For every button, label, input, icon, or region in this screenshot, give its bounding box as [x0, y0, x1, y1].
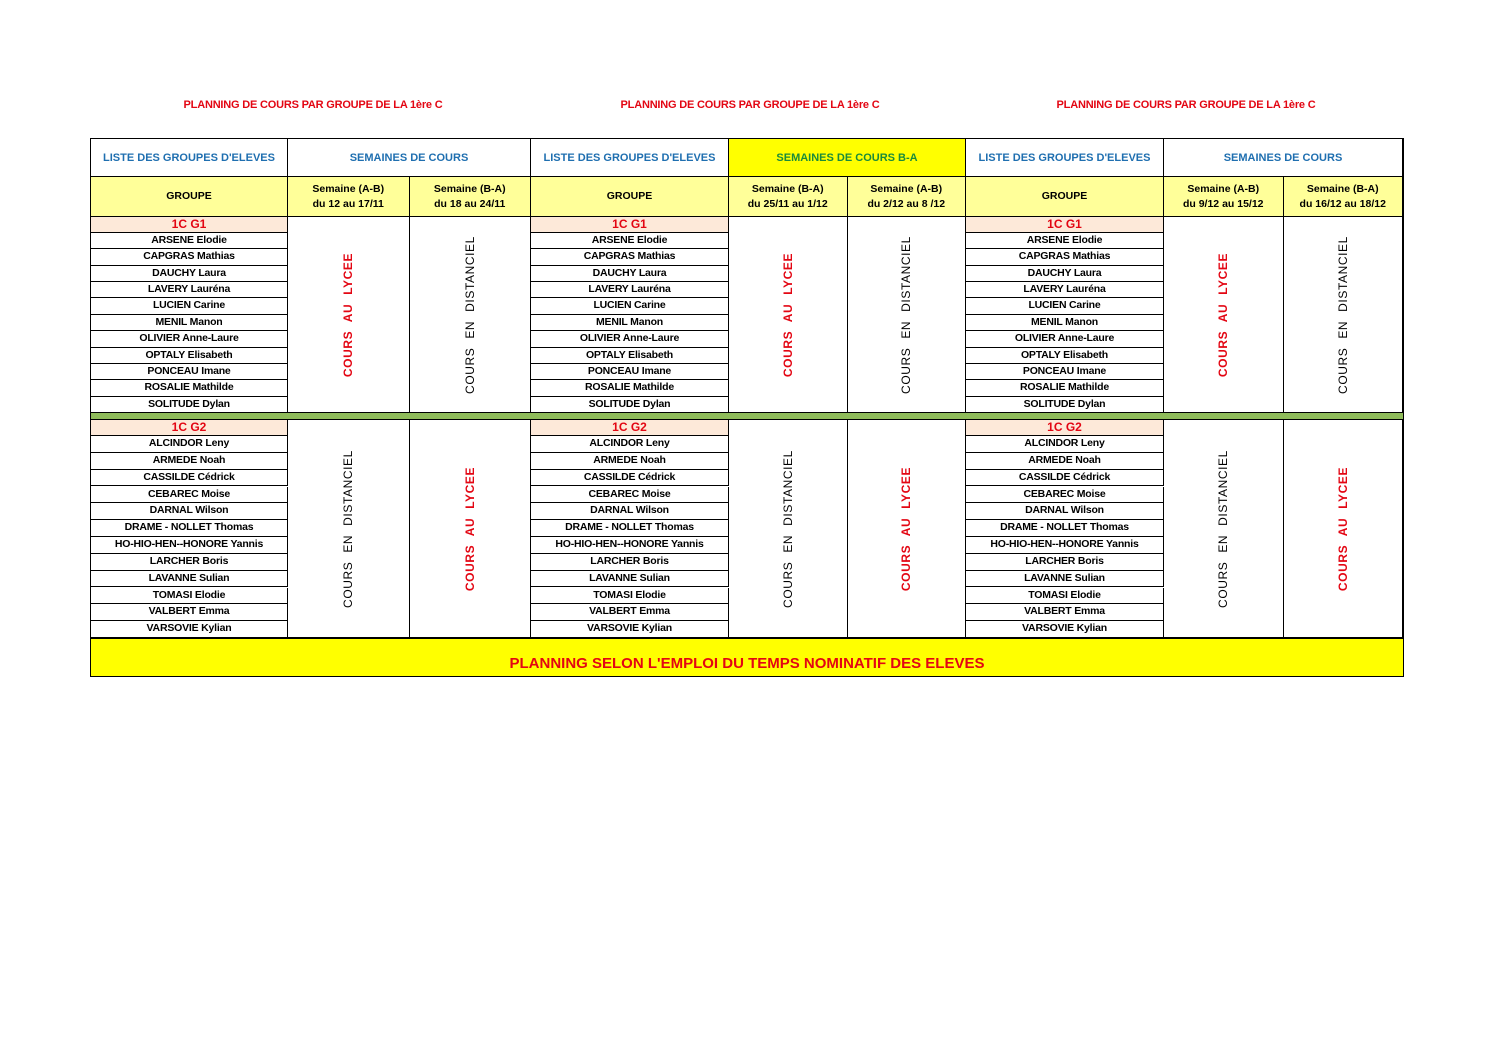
student-row: LAVERY Lauréna	[531, 282, 729, 298]
mode-cell-dist	[410, 217, 532, 413]
student-row: OPTALY Elisabeth	[531, 348, 729, 364]
mode-label: COURS EN DISTANCIEL	[462, 235, 477, 394]
mode-cell-dist	[848, 217, 967, 413]
group-name: 1C G1	[531, 217, 729, 233]
planning-block-2	[531, 139, 966, 638]
footer-banner: PLANNING SELON L'EMPLOI DU TEMPS NOMINATIF DES ELEVES	[91, 638, 1403, 676]
group-name: 1C G1	[91, 217, 288, 233]
week-label: Semaine (B-A)	[433, 182, 506, 195]
student-row: VALBERT Emma	[531, 604, 729, 621]
student-row: LUCIEN Carine	[531, 298, 729, 314]
group-separator	[91, 413, 1403, 420]
student-row: VALBERT Emma	[966, 604, 1164, 621]
student-row: ARSENE Elodie	[531, 233, 729, 249]
student-row: ROSALIE Mathilde	[966, 380, 1164, 396]
student-row: LAVERY Lauréna	[91, 282, 288, 298]
group-name: 1C G1	[966, 217, 1164, 233]
planning-table	[90, 138, 1404, 677]
week-header-2	[848, 177, 967, 217]
student-row: DARNAL Wilson	[966, 503, 1164, 520]
student-row: OLIVIER Anne-Laure	[531, 331, 729, 347]
student-row: HO-HIO-HEN--HONORE Yannis	[531, 537, 729, 554]
mode-cell-dist	[288, 420, 410, 638]
student-row: DAUCHY Laura	[531, 266, 729, 282]
student-row: PONCEAU Imane	[91, 364, 288, 380]
mode-label: COURS EN DISTANCIEL	[780, 449, 795, 608]
mode-cell-lycee	[729, 217, 848, 413]
mode-label: COURS EN DISTANCIEL	[899, 235, 914, 394]
student-row: CASSILDE Cédrick	[966, 470, 1164, 487]
student-row: HO-HIO-HEN--HONORE Yannis	[91, 537, 288, 554]
group-name: 1C G2	[91, 420, 288, 436]
mode-cell-lycee	[288, 217, 410, 413]
list-header: LISTE DES GROUPES D'ELEVES	[91, 139, 288, 177]
student-row: CASSILDE Cédrick	[91, 470, 288, 487]
student-row: PONCEAU Imane	[966, 364, 1164, 380]
student-row: LAVANNE Sulian	[91, 571, 288, 588]
student-row: ALCINDOR Leny	[966, 436, 1164, 453]
student-row: ARMEDE Noah	[531, 453, 729, 470]
student-row: ROSALIE Mathilde	[531, 380, 729, 396]
week-header-1	[729, 177, 848, 217]
student-row: DRAME - NOLLET Thomas	[966, 520, 1164, 537]
student-row: VARSOVIE Kylian	[91, 621, 288, 638]
student-row: LAVERY Lauréna	[966, 282, 1164, 298]
student-row: CAPGRAS Mathias	[531, 249, 729, 265]
student-row: SOLITUDE Dylan	[966, 397, 1164, 413]
week-header-1	[1164, 177, 1284, 217]
student-row: DARNAL Wilson	[531, 503, 729, 520]
student-row: SOLITUDE Dylan	[91, 397, 288, 413]
mode-cell-lycee	[1164, 217, 1284, 413]
mode-cell-lycee	[1284, 420, 1404, 638]
student-row: ARSENE Elodie	[91, 233, 288, 249]
mode-cell-dist	[1284, 217, 1404, 413]
student-row: DRAME - NOLLET Thomas	[91, 520, 288, 537]
mode-label: COURS EN DISTANCIEL	[1335, 235, 1350, 394]
student-row: LARCHER Boris	[966, 554, 1164, 571]
student-row: VARSOVIE Kylian	[966, 621, 1164, 638]
week-dates: du 2/12 au 8 /12	[867, 197, 946, 210]
student-row: OPTALY Elisabeth	[966, 348, 1164, 364]
week-dates: du 25/11 au 1/12	[747, 197, 828, 210]
student-row: LAVANNE Sulian	[531, 571, 729, 588]
group-column-header: GROUPE	[91, 177, 288, 217]
student-row: CAPGRAS Mathias	[91, 249, 288, 265]
student-row: DARNAL Wilson	[91, 503, 288, 520]
student-row: ARMEDE Noah	[91, 453, 288, 470]
week-header-2	[410, 177, 532, 217]
student-row: VARSOVIE Kylian	[531, 621, 729, 638]
student-row: LARCHER Boris	[91, 554, 288, 571]
weeks-header: SEMAINES DE COURS	[288, 139, 531, 177]
student-row: TOMASI Elodie	[91, 588, 288, 605]
student-row: OLIVIER Anne-Laure	[966, 331, 1164, 347]
weeks-header: SEMAINES DE COURS B-A	[729, 139, 966, 177]
mode-label: COURS EN DISTANCIEL	[1216, 449, 1231, 608]
student-row: CASSILDE Cédrick	[531, 470, 729, 487]
student-row: ROSALIE Mathilde	[91, 380, 288, 396]
weeks-header: SEMAINES DE COURS	[1164, 139, 1403, 177]
student-row: CEBAREC Moise	[531, 487, 729, 504]
week-dates: du 12 au 17/11	[312, 197, 384, 210]
student-row: LUCIEN Carine	[91, 298, 288, 314]
student-row: OLIVIER Anne-Laure	[91, 331, 288, 347]
page-title-2: PLANNING DE COURS PAR GROUPE DE LA 1ère C	[620, 99, 880, 111]
student-row: ARMEDE Noah	[966, 453, 1164, 470]
student-row: CEBAREC Moise	[966, 487, 1164, 504]
student-row: MENIL Manon	[531, 315, 729, 331]
student-row: ARSENE Elodie	[966, 233, 1164, 249]
student-row: DAUCHY Laura	[966, 266, 1164, 282]
student-row: DRAME - NOLLET Thomas	[531, 520, 729, 537]
week-label: Semaine (A-B)	[1187, 182, 1260, 195]
group-column-header: GROUPE	[966, 177, 1164, 217]
student-row: CEBAREC Moise	[91, 487, 288, 504]
planning-block-3	[966, 139, 1403, 638]
week-header-2	[1284, 177, 1404, 217]
week-label: Semaine (A-B)	[312, 182, 385, 195]
group-column-header: GROUPE	[531, 177, 729, 217]
student-row: CAPGRAS Mathias	[966, 249, 1164, 265]
week-label: Semaine (B-A)	[1306, 182, 1379, 195]
mode-label: COURS AU LYCEE	[462, 466, 477, 591]
mode-cell-dist	[729, 420, 848, 638]
group-name: 1C G2	[531, 420, 729, 436]
student-row: TOMASI Elodie	[966, 588, 1164, 605]
student-row: PONCEAU Imane	[531, 364, 729, 380]
student-row: TOMASI Elodie	[531, 588, 729, 605]
week-dates: du 18 au 24/11	[434, 197, 506, 210]
student-row: VALBERT Emma	[91, 604, 288, 621]
mode-label: COURS AU LYCEE	[1216, 252, 1231, 377]
week-header-1	[288, 177, 410, 217]
mode-label: COURS AU LYCEE	[341, 252, 356, 377]
list-header: LISTE DES GROUPES D'ELEVES	[966, 139, 1164, 177]
week-label: Semaine (B-A)	[751, 182, 824, 195]
mode-label: COURS AU LYCEE	[1335, 466, 1350, 591]
mode-cell-lycee	[410, 420, 532, 638]
student-row: DAUCHY Laura	[91, 266, 288, 282]
week-dates: du 16/12 au 18/12	[1299, 197, 1386, 210]
mode-label: COURS EN DISTANCIEL	[341, 449, 356, 608]
student-row: MENIL Manon	[966, 315, 1164, 331]
week-dates: du 9/12 au 15/12	[1182, 197, 1264, 210]
group-name: 1C G2	[966, 420, 1164, 436]
student-row: ALCINDOR Leny	[91, 436, 288, 453]
student-row: LUCIEN Carine	[966, 298, 1164, 314]
mode-label: COURS AU LYCEE	[899, 466, 914, 591]
student-row: OPTALY Elisabeth	[91, 348, 288, 364]
week-label: Semaine (A-B)	[870, 182, 943, 195]
student-row: HO-HIO-HEN--HONORE Yannis	[966, 537, 1164, 554]
student-row: SOLITUDE Dylan	[531, 397, 729, 413]
student-row: ALCINDOR Leny	[531, 436, 729, 453]
mode-cell-dist	[1164, 420, 1284, 638]
list-header: LISTE DES GROUPES D'ELEVES	[531, 139, 729, 177]
student-row: MENIL Manon	[91, 315, 288, 331]
mode-label: COURS AU LYCEE	[780, 252, 795, 377]
student-row: LAVANNE Sulian	[966, 571, 1164, 588]
mode-cell-lycee	[848, 420, 967, 638]
page-title-1: PLANNING DE COURS PAR GROUPE DE LA 1ère C	[183, 99, 443, 111]
planning-block-1	[91, 139, 531, 638]
student-row: LARCHER Boris	[531, 554, 729, 571]
page-title-3: PLANNING DE COURS PAR GROUPE DE LA 1ère C	[1056, 99, 1316, 111]
